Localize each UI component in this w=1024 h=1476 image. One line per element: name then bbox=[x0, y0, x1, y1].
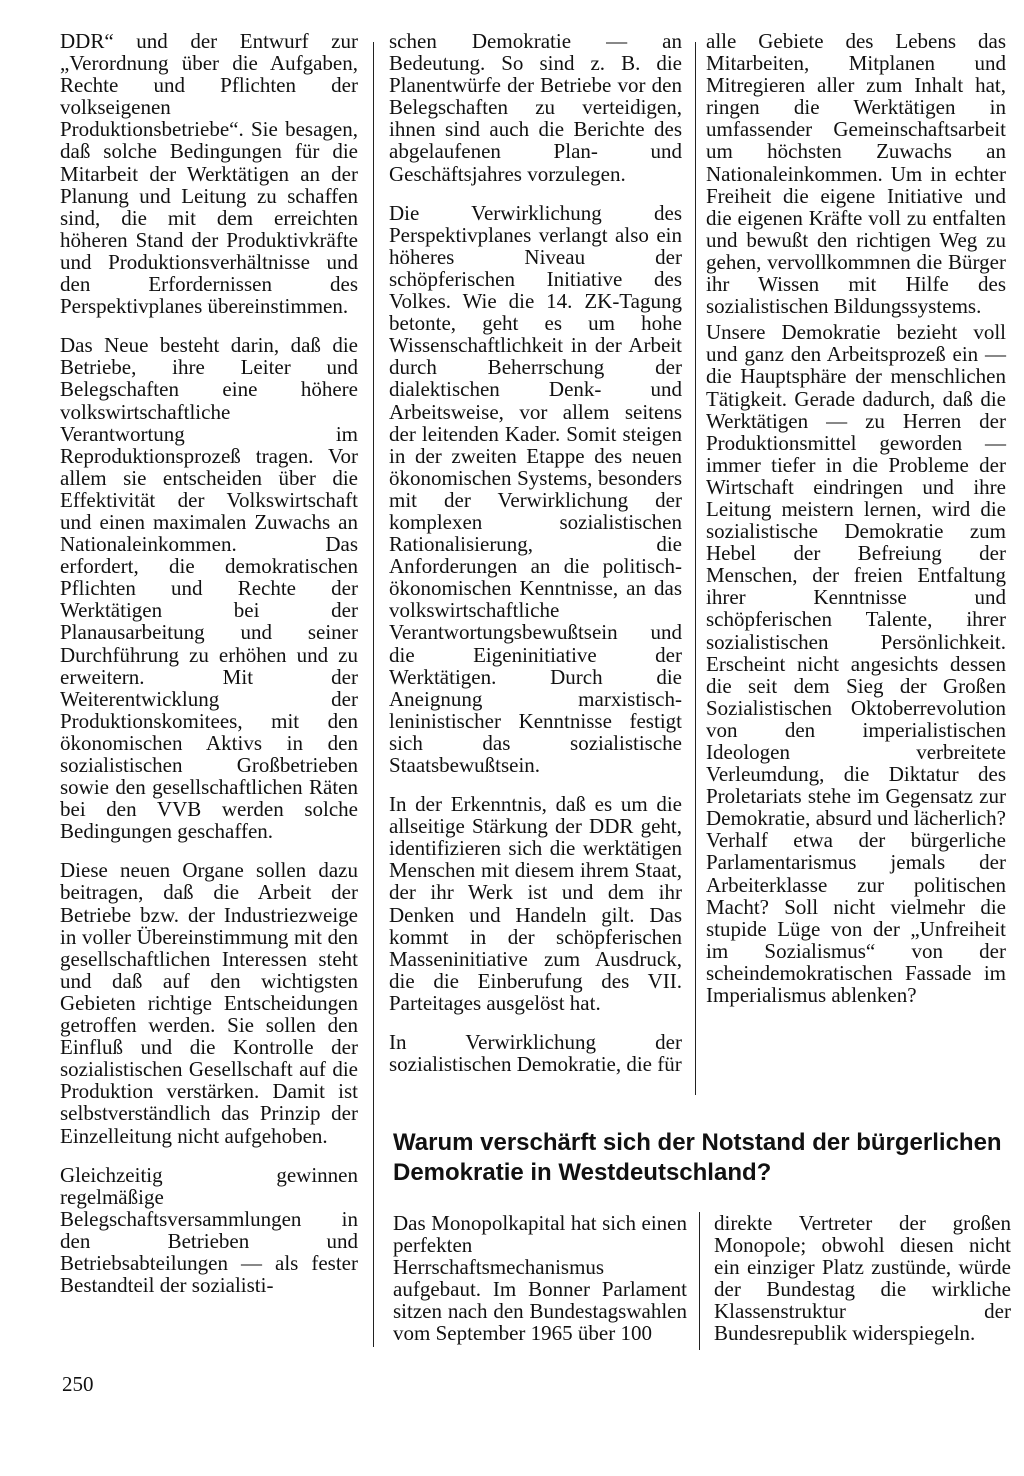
paragraph: DDR“ und der Entwurf zur „Verordnung über die Aufgaben, Rechte und Pflichten der volkseigenen Produktionsbetriebe“. Sie besagen, daß solche Bedingungen für die Mitarbeit der Werktätigen an der Planung und Leitung zu schaffen sind, die mit dem erreichten höheren Stand der Produktivkräfte und Produktionsverhältnisse und den Erfordernissen des Perspektivplanes übereinstimmen. bbox=[60, 29, 358, 319]
text-column-5 bbox=[714, 1212, 1011, 1345]
text-column-1 bbox=[60, 30, 358, 1296]
text-column-2 bbox=[389, 30, 682, 1075]
section-heading: Warum verschärft sich der Notstand der bürgerlichen Demokratie in Westdeutschland? bbox=[393, 1129, 1002, 1186]
column-divider bbox=[699, 1212, 700, 1350]
paragraph: Die Verwirklichung des Perspektivplanes verlangt also ein höheres Niveau der schöpferischen Initiative des Volkes. Wie die 14. ZK-Tagung betonte, geht es um hohe Wissenschaftlichkeit in der Arbeit durch Beherrschung der dialektischen Denk- und Arbeitsweise, vor allem seitens der leitenden Kader. Somit steigen in der zweiten Etappe des neuen ökonomischen Systems, besonders mit der Verwirklichung der komplexen sozialistischen Rationalisierung, die Anforderungen an die politisch-ökonomischen Kenntnisse, an das volkswirtschaftliche Verantwortungsbewußtsein und die Eigeninitiative der Werktätigen. Durch die Aneignung marxistisch-leninistischer Kenntnisse festigt sich das sozialistische Staatsbewußtsein. bbox=[389, 200, 682, 777]
paragraph: In der Erkenntnis, daß es um die allseitige Stärkung der DDR geht, identifizieren sich die werktätigen Menschen mit diesem ihrem Staat, der ihr Werk ist und dem ihr Denken und Handeln gilt. Das kommt in der schöpferischen Masseninitiative zum Ausdruck, die die Einberufung des VII. Parteitages ausgelöst hat. bbox=[389, 792, 682, 1015]
paragraph: Das Monopolkapital hat sich einen perfekten Herrschaftsmechanismus aufgebaut. Im Bonner Parlament sitzen nach den Bundestagswahlen vom September 1965 über 100 bbox=[393, 1211, 687, 1346]
column-divider bbox=[695, 42, 696, 1095]
page-number: 250 bbox=[62, 1372, 94, 1396]
paragraph: Gleichzeitig gewinnen regelmäßige Belegschaftsversammlungen in den Betrieben und Betriebsabteilungen — als fester Bestandteil der sozialisti- bbox=[60, 1162, 358, 1298]
text-column-4 bbox=[393, 1212, 687, 1345]
text-column-3 bbox=[706, 30, 1006, 1006]
paragraph: schen Demokratie — an Bedeutung. So sind z. B. die Planentwürfe der Betriebe vor den Belegschaften zu verteidigen, ihnen sind auch die Berichte des abgelaufenen Plan- und Geschäftsjahres vorzulegen. bbox=[389, 29, 682, 186]
column-divider bbox=[373, 42, 374, 1347]
paragraph: direkte Vertreter der großen Monopole; obwohl diesen nicht ein einziger Platz zustünde, würde der Bundestag die wirkliche Klassenstruktur der Bundesrepublik widerspiegeln. bbox=[714, 1211, 1011, 1346]
paragraph: Unsere Demokratie bezieht voll und ganz den Arbeitsprozeß ein — die Hauptsphäre der menschlichen Tätigkeit. Gerade dadurch, daß die Werktätigen — zu Herren der Produktionsmittel geworden — immer tiefer in die Probleme der Wirtschaft eindringen und ihre Leitung meistern lernen, wird die sozialistische Demokratie zum Hebel der Befreiung der Menschen, der freien Entfaltung ihrer Kenntnisse und schöpferischen Talente, ihrer sozialistischen Persönlichkeit. Erscheint nicht angesichts dessen die seit dem Sieg der Großen Sozialistischen Oktoberrevolution von den imperialistischen Ideologen verbreitete Verleumdung, die Diktatur des Proletariats stehe im Gegensatz zur Demokratie, absurd und lächerlich? Verhalf etwa der bürgerliche Parlamentarismus jemals der Arbeiterklasse zur politischen Macht? Soll nicht vielmehr die stupide Lüge von der „Unfreiheit im Sozialismus“ von der scheindemokratischen Fassade im Imperialismus ablenken? bbox=[706, 320, 1006, 1008]
paragraph: Diese neuen Organe sollen dazu beitragen, daß die Arbeit der Betriebe bzw. der Industriezweige in voller Übereinstimmung mit den gesellschaftlichen Interessen steht und daß auf den wichtigsten Gebieten richtige Entscheidungen getroffen werden. Sie sollen den Einfluß und die Kontrolle der sozialistischen Gesellschaft auf die Produktion verstärken. Damit ist selbstverständlich das Prinzip der Einzelleitung nicht aufgehoben. bbox=[60, 858, 358, 1148]
paragraph: In Verwirklichung der sozialistischen Demokratie, die für bbox=[389, 1030, 682, 1077]
paragraph: alle Gebiete des Lebens das Mitarbeiten, Mitplanen und Mitregieren aller zum Inhalt hat, ringen die Werktätigen in umfassender Gemeinschaftsarbeit um höchsten Zuwachs an Nationaleinkommen. Um in echter Freiheit die eigene Initiative und die eigenen Kräfte voll zu entfalten und bewußt den richtigen Weg zu gehen, vervollkommnen die Bürger ihr Wissen mit Hilfe des sozialistischen Bildungssystems. bbox=[706, 29, 1006, 319]
paragraph: Das Neue besteht darin, daß die Betriebe, ihre Leiter und Belegschaften eine höhere volkswirtschaftliche Verantwortung im Reproduktionsprozeß tragen. Vor allem sie entscheiden über die Effektivität der Volkswirtschaft und einen maximalen Zuwachs an Nationaleinkommen. Das erfordert, die demokratischen Pflichten und Rechte der Werktätigen bei der Planausarbeitung und seiner Durchführung zu erhöhen und zu erweitern. Mit der Weiterentwicklung der Produktionskomitees, mit den ökonomischen Aktivs in den sozialistischen Großbetrieben sowie den gesellschaftlichen Räten bei den VVB werden solche Bedingungen geschaffen. bbox=[60, 333, 358, 844]
